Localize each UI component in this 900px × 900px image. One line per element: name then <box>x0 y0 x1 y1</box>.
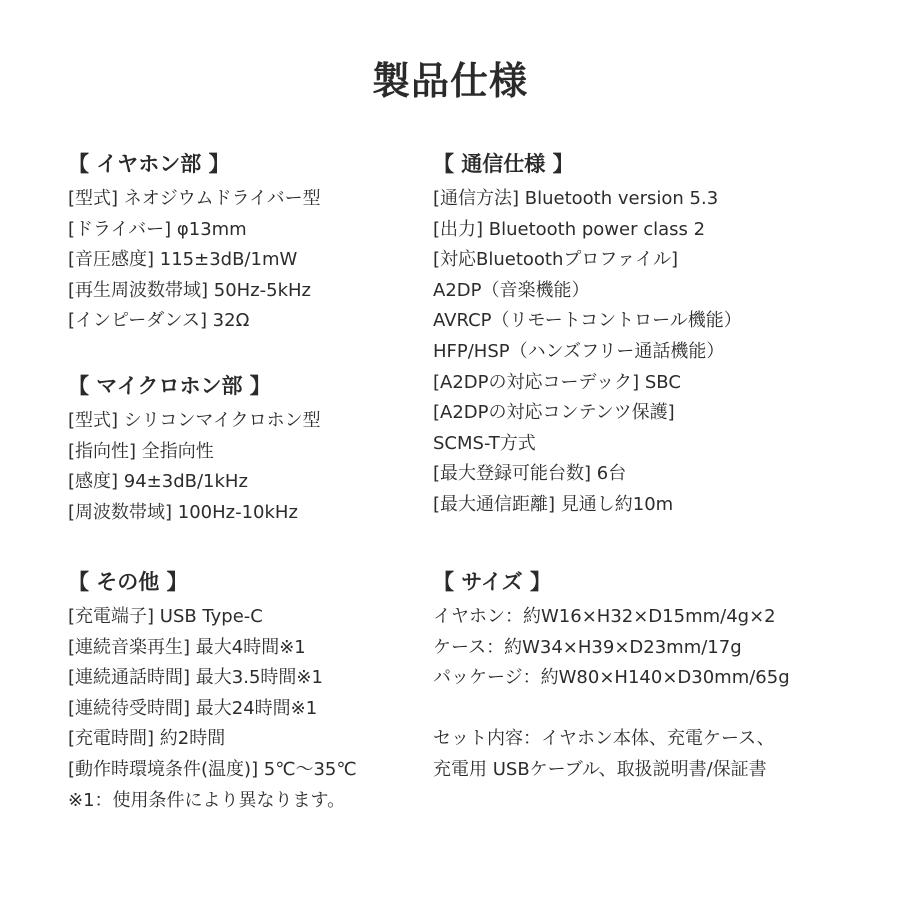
earphone-spec-section <box>68 148 321 337</box>
microphone-spec-section <box>68 370 321 528</box>
microphone-heading: 【 マイクロホン部 】 <box>68 374 271 398</box>
communication-spec-line: A2DP（音楽機能） <box>433 279 590 301</box>
earphone-spec-line: [型式] ネオジウムドライバー型 <box>68 188 321 209</box>
page-title: 製品仕様 <box>371 59 528 103</box>
communication-spec-line: [対応Bluetoothプロファイル] <box>433 249 679 271</box>
other-heading: 【 その他 】 <box>68 570 188 594</box>
microphone-spec-line: [指向性] 全指向性 <box>68 440 214 462</box>
other-spec-line: [連続待受時間] 最大24時間※1 <box>68 697 318 719</box>
other-spec-line: [連続音楽再生] 最大4時間※1 <box>68 636 306 658</box>
microphone-spec-line: [感度] 94±3dB/1kHz <box>68 471 248 493</box>
earphone-spec-line: [ドライバー] φ13mm <box>68 218 247 240</box>
communication-spec-line: [出力] Bluetooth power class 2 <box>433 218 706 240</box>
other-spec-line: [動作時環境条件(温度)] 5℃～35℃ <box>68 758 357 780</box>
communication-spec-line: [最大登録可能台数] 6台 <box>433 463 627 485</box>
footnote: ※1：使用条件により異なります。 <box>68 789 346 811</box>
earphone-spec-line: [インピーダンス] 32Ω <box>68 310 250 332</box>
communication-heading: 【 通信仕様 】 <box>433 152 574 176</box>
size-spec-line: パッケージ：約W80×H140×D30mm/65g <box>433 667 790 689</box>
communication-spec-line: [通信方法] Bluetooth version 5.3 <box>433 188 719 209</box>
microphone-spec-line: [型式] シリコンマイクロホン型 <box>68 410 321 431</box>
communication-spec-section <box>433 148 742 521</box>
earphone-heading: 【 イヤホン部 】 <box>68 152 230 176</box>
other-spec-line: [連続通話時間] 最大3.5時間※1 <box>68 667 323 689</box>
other-spec-line: [充電端子] USB Type-C <box>68 606 263 627</box>
communication-spec-line: HFP/HSP（ハンズフリー通話機能） <box>433 340 725 362</box>
other-spec-line: [充電時間] 約2時間 <box>68 728 226 750</box>
size-heading: 【 サイズ 】 <box>433 570 551 594</box>
other-spec-section <box>68 566 357 816</box>
earphone-spec-line: [音圧感度] 115±3dB/1mW <box>68 249 298 271</box>
communication-spec-line: SCMS-T方式 <box>433 432 536 454</box>
size-spec-section <box>433 566 790 786</box>
package-contents-line: セット内容：イヤホン本体、充電ケース、 <box>433 728 775 750</box>
size-spec-line: ケース：約W34×H39×D23mm/17g <box>433 636 742 658</box>
package-contents-line: 充電用 USBケーブル、取扱説明書/保証書 <box>433 758 767 780</box>
communication-spec-line: [最大通信距離] 見通し約10m <box>433 493 674 515</box>
communication-spec-line: [A2DPの対応コーデック] SBC <box>433 371 681 393</box>
spacer <box>433 694 790 725</box>
earphone-spec-line: [再生周波数帯域] 50Hz-5kHz <box>68 279 312 301</box>
size-spec-line: イヤホン：約W16×H32×D15mm/4g×2 <box>433 606 776 627</box>
microphone-spec-line: [周波数帯域] 100Hz-10kHz <box>68 501 298 523</box>
communication-spec-line: AVRCP（リモートコントロール機能） <box>433 310 742 332</box>
communication-spec-line: [A2DPの対応コンテンツ保護] <box>433 402 675 424</box>
